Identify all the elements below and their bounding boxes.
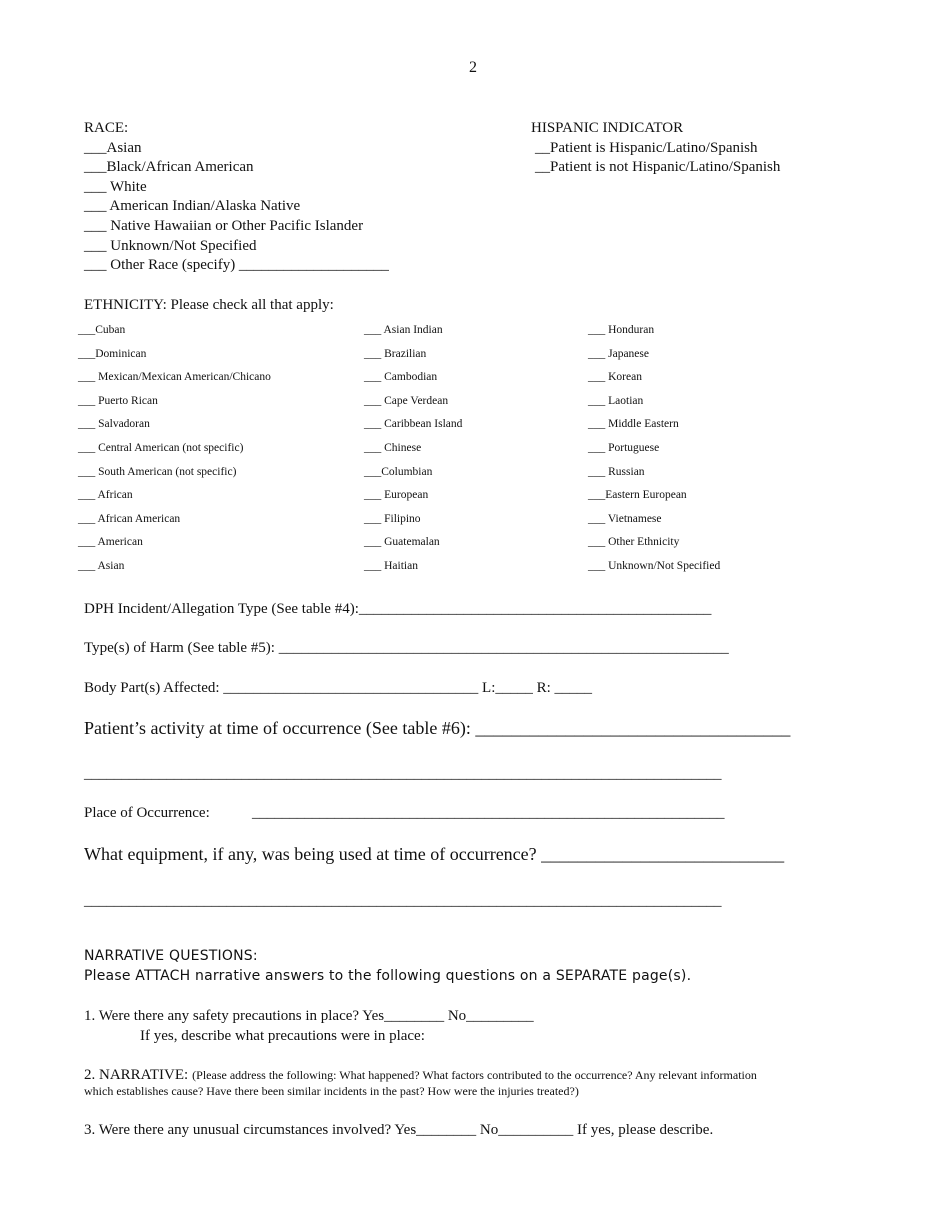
page-number: 2 [469, 59, 477, 76]
ethnicity-column-2 [364, 323, 462, 583]
ethnicity-option[interactable]: ___ Central American (not specific) [78, 441, 244, 454]
body-parts-field[interactable]: Body Part(s) Affected: __________________________________ L:_____ R: _____ [84, 680, 593, 696]
question-2-label: 2. NARRATIVE: [84, 1067, 189, 1083]
ethnicity-option[interactable]: ___ South American (not specific) [78, 465, 237, 478]
hispanic-heading: HISPANIC INDICATOR [531, 120, 684, 136]
question-2-text-continued: which establishes cause? Have there been similar incidents in the past? How were the injuries treated?) [84, 1084, 579, 1098]
ethnicity-option[interactable]: ___ Asian [78, 559, 125, 572]
ethnicity-option[interactable]: ___ Guatemalan [364, 536, 440, 549]
question-2 [84, 1065, 874, 1085]
ethnicity-option[interactable]: ___ Filipino [364, 512, 421, 525]
ethnicity-option[interactable]: ___ Japanese [588, 347, 649, 360]
race-option-white[interactable]: ___ White [84, 178, 147, 195]
question-1-followup: If yes, describe what precautions were in place: [140, 1028, 425, 1044]
question-2-text: (Please address the following: What happened? What factors contributed to the occurrence? Any relevant information [192, 1068, 757, 1082]
ethnicity-option[interactable]: ___ Laotian [588, 394, 644, 407]
ethnicity-option[interactable]: ___ Haitian [364, 559, 418, 572]
ethnicity-option[interactable]: ___ Other Ethnicity [588, 536, 680, 549]
ethnicity-heading: ETHNICITY: Please check all that apply: [84, 297, 334, 313]
ethnicity-option[interactable]: ___ Cape Verdean [364, 394, 449, 407]
ethnicity-option[interactable]: ___ Mexican/Mexican American/Chicano [78, 371, 271, 384]
ethnicity-option[interactable]: ___ Russian [588, 465, 645, 478]
question-3[interactable]: 3. Were there any unusual circumstances involved? Yes________ No__________ If yes, please describe. [84, 1122, 714, 1138]
race-section [84, 119, 389, 276]
ethnicity-option[interactable]: ___ Korean [588, 371, 642, 384]
race-option-unknown[interactable]: ___ Unknown/Not Specified [84, 237, 257, 254]
race-option-black[interactable]: ___Black/African American [84, 159, 254, 176]
ethnicity-option[interactable]: ___ Middle Eastern [588, 418, 679, 431]
ethnicity-option[interactable]: ___ European [364, 489, 429, 502]
harm-type-field[interactable]: Type(s) of Harm (See table #5): ____________________________________________________________ [84, 640, 729, 656]
ethnicity-option[interactable]: ___Eastern European [588, 489, 687, 502]
hispanic-option-yes[interactable]: __Patient is Hispanic/Latino/Spanish [535, 139, 758, 156]
ethnicity-option[interactable]: ___ Asian Indian [364, 324, 443, 336]
place-field[interactable]: _______________________________________________________________ [252, 805, 725, 821]
ethnicity-option[interactable]: ___Columbian [364, 465, 433, 478]
ethnicity-column-1 [78, 323, 271, 583]
narrative-instruction: Please ATTACH narrative answers to the following questions on a SEPARATE page(s). [84, 968, 692, 984]
hispanic-section [531, 119, 780, 178]
ethnicity-option[interactable]: ___ Cambodian [364, 371, 438, 384]
question-1[interactable]: 1. Were there any safety precautions in place? Yes________ No_________ [84, 1008, 534, 1024]
ethnicity-option[interactable]: ___ African American [78, 512, 181, 525]
equipment-field[interactable]: What equipment, if any, was being used at time of occurrence? ___________________________ [84, 844, 785, 864]
race-option-american-indian[interactable]: ___ American Indian/Alaska Native [84, 198, 301, 215]
ethnicity-option[interactable]: ___ Brazilian [364, 347, 427, 360]
race-option-asian[interactable]: ___Asian [84, 139, 142, 156]
ethnicity-option[interactable]: ___ Caribbean Island [364, 418, 463, 431]
ethnicity-column-3 [588, 323, 720, 583]
activity-field[interactable]: Patient’s activity at time of occurrence (See table #6): ___________________________________ [84, 718, 791, 738]
race-option-pacific-islander[interactable]: ___ Native Hawaiian or Other Pacific Islander [84, 217, 364, 234]
ethnicity-option[interactable]: ___ Honduran [588, 324, 655, 336]
ethnicity-option[interactable]: ___ Unknown/Not Specified [588, 559, 721, 572]
ethnicity-option[interactable]: ___ Portuguese [588, 441, 660, 454]
race-heading: RACE: [84, 120, 129, 136]
ethnicity-option[interactable]: ___ African [78, 489, 133, 502]
ethnicity-option[interactable]: ___ Salvadoran [78, 418, 150, 431]
ethnicity-option[interactable]: ___ American [78, 536, 143, 549]
race-option-other[interactable]: ___ Other Race (specify) ____________________ [84, 257, 389, 274]
equipment-continuation-line[interactable]: _____________________________________________________________________________________ [84, 893, 722, 909]
ethnicity-option[interactable]: ___ Vietnamese [588, 512, 662, 525]
ethnicity-option[interactable]: ___ Chinese [364, 441, 422, 454]
ethnicity-option[interactable]: ___Dominican [78, 347, 147, 360]
ethnicity-option[interactable]: ___Cuban [78, 324, 126, 336]
place-label: Place of Occurrence: [84, 805, 210, 821]
ethnicity-option[interactable]: ___ Puerto Rican [78, 394, 158, 407]
incident-type-field[interactable]: DPH Incident/Allegation Type (See table #4):_______________________________________________ [84, 601, 712, 617]
activity-continuation-line[interactable]: _____________________________________________________________________________________ [84, 766, 722, 782]
hispanic-option-no[interactable]: __Patient is not Hispanic/Latino/Spanish [535, 159, 781, 176]
narrative-heading: NARRATIVE QUESTIONS: [84, 948, 258, 964]
